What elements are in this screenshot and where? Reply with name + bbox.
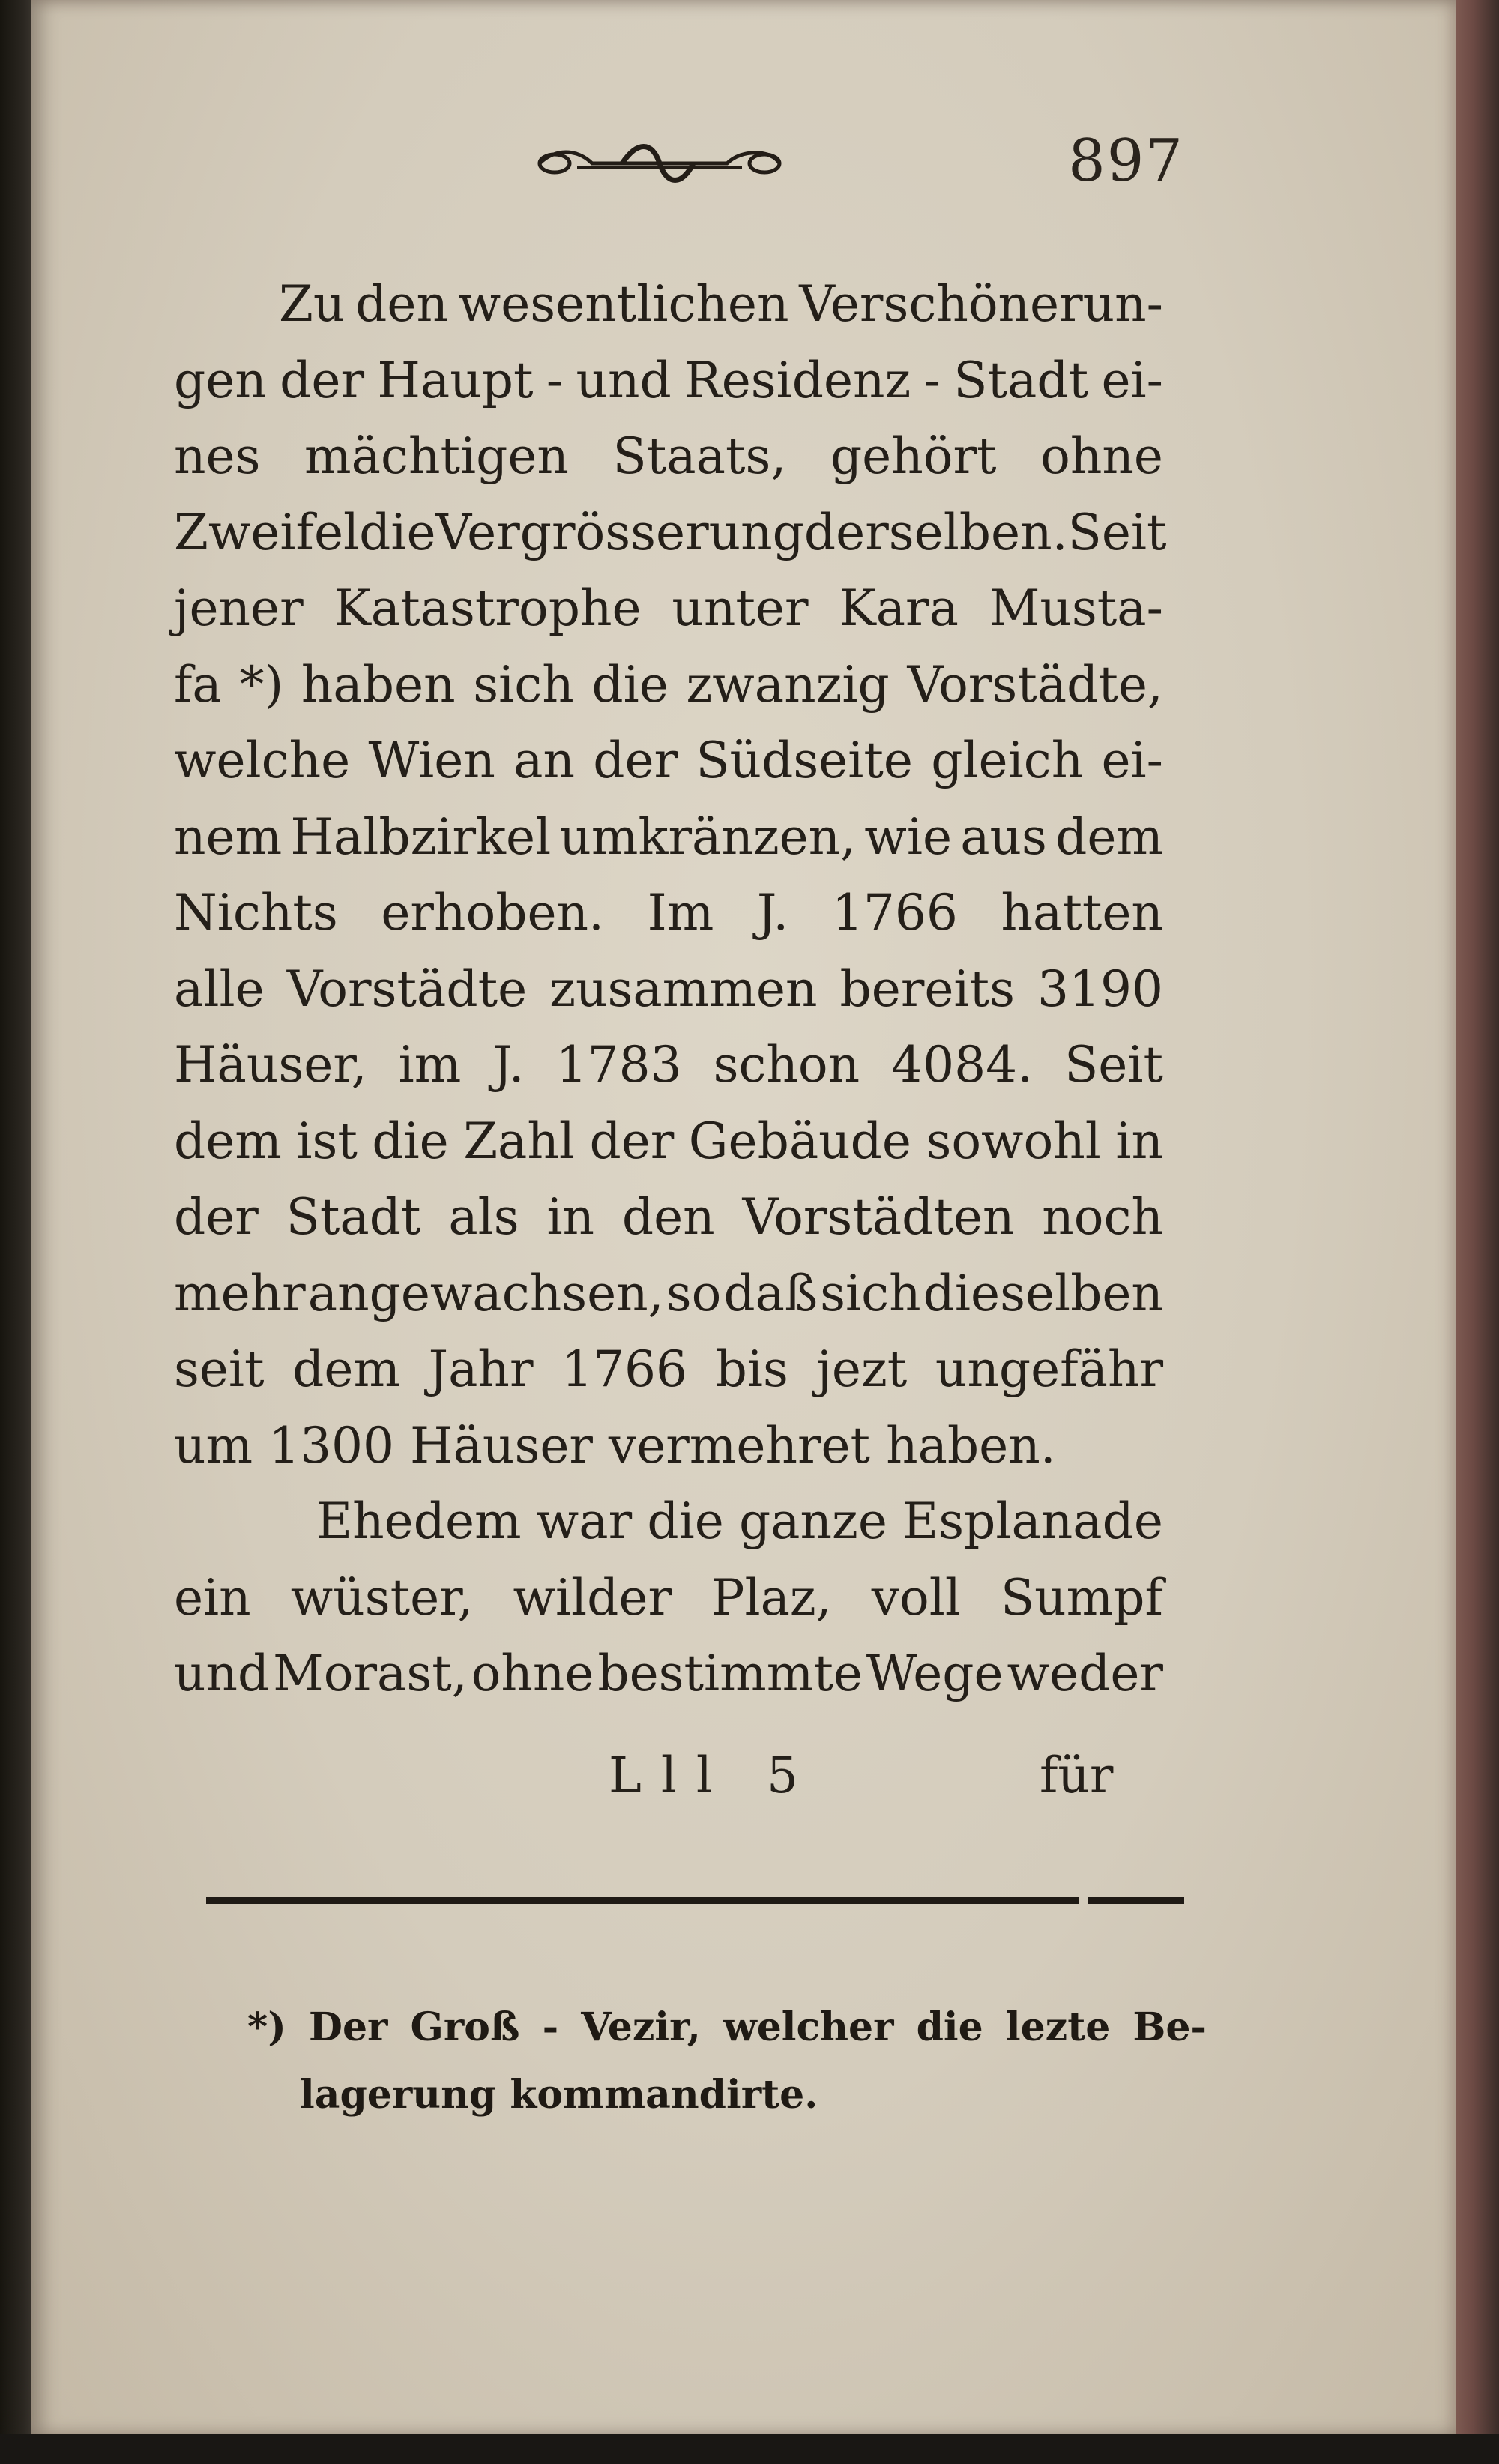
text-line: der Stadt als in den Vorstädten noch (174, 1188, 1163, 1246)
signature-row (174, 1747, 1163, 1822)
text-line: nes mächtigen Staats, gehört ohne (174, 427, 1163, 485)
text-line: Nichts erhoben. Im J. 1766 hatten (174, 884, 1163, 942)
text-line: Zweifel die Vergrösserung derselben. Seit (174, 503, 1167, 561)
text-line: jener Katastrophe unter Kara Musta- (174, 579, 1163, 637)
text-line: Zu den wesentlichen Verschönerun- (279, 275, 1163, 333)
text-line: ein wüster, wilder Plaz, voll Sumpf (174, 1568, 1163, 1627)
text-line: Häuser, im J. 1783 schon 4084. Seit (174, 1036, 1163, 1094)
signature-mark: Lll 5 (609, 1747, 818, 1804)
header-ornament-icon (532, 133, 787, 193)
text-line: alle Vorstädte zusammen bereits 3190 (174, 960, 1163, 1018)
page-edge-bottom (0, 2434, 1499, 2464)
text-line: nem Halbzirkel umkränzen, wie aus dem (174, 807, 1163, 866)
text-line: dem ist die Zahl der Gebäude sowohl in (174, 1112, 1163, 1170)
text-line: fa *) haben sich die zwanzig Vorstädte, (174, 655, 1163, 714)
body-text (174, 266, 1167, 1712)
text-line: gen der Haupt - und Residenz - Stadt ei- (174, 351, 1163, 409)
text-line: Ehedem war die ganze Esplanade (316, 1492, 1163, 1550)
page-edge-right (1456, 0, 1499, 2464)
footnote-rule-tail (1088, 1897, 1184, 1904)
catchword: für (1040, 1747, 1114, 1804)
text-line: welche Wien an der Südseite gleich ei- (174, 732, 1163, 789)
footnote-rule (206, 1897, 1079, 1904)
text-line: seit dem Jahr 1766 bis jezt ungefähr (174, 1340, 1163, 1398)
page-number: 897 (1068, 127, 1184, 195)
text-line: mehr angewachsen, so daß sich dieselben (174, 1264, 1163, 1322)
footnote-line: lagerung kommandirte. (300, 2072, 818, 2118)
footnote (247, 1994, 1207, 2129)
footnote-line: *) Der Groß - Vezir, welcher die lezte Be- (247, 2004, 1207, 2050)
text-line: um 1300 Häuser vermehret haben. (174, 1416, 1056, 1475)
text-line: und Morast, ohne bestimmte Wege weder (174, 1645, 1163, 1702)
